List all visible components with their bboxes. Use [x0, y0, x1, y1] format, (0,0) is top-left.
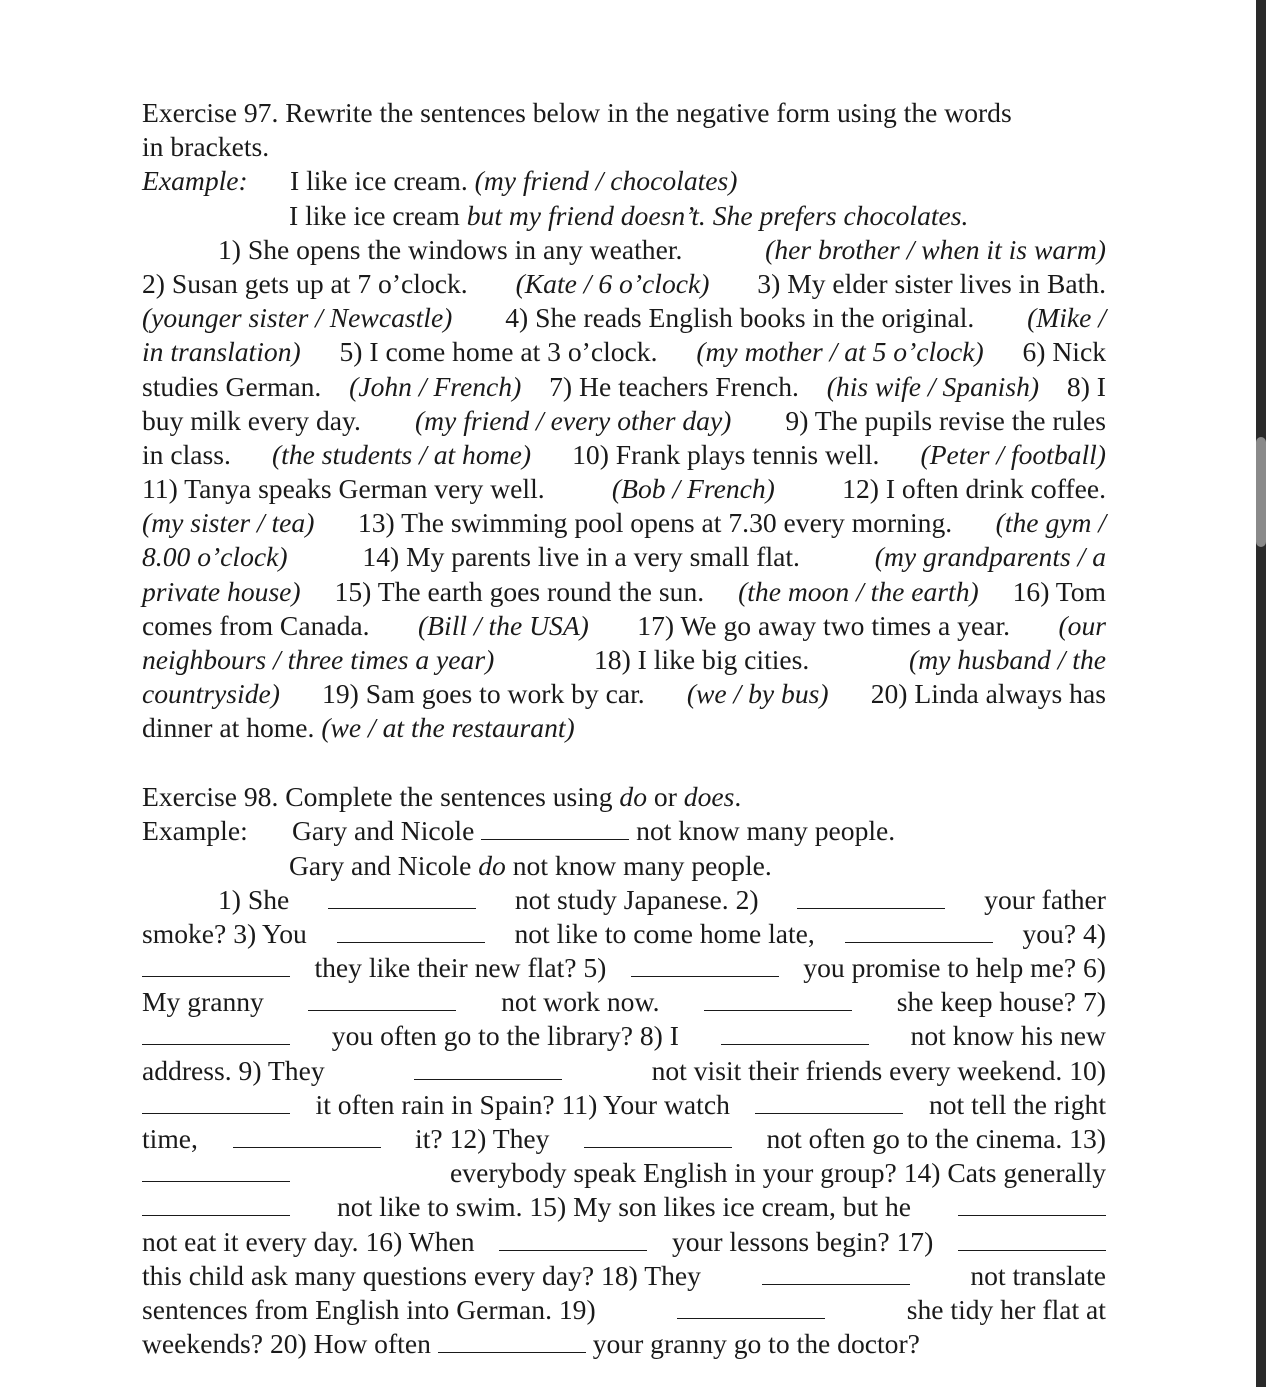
ex97-line: private house) 15) The earth goes round the sun. (the moon / the earth) 16) Tom: [142, 575, 1106, 607]
ex97-example-answer: I like ice cream but my friend doesn’t. She prefers chocolates.: [289, 199, 969, 231]
ex98-line: address. 9) They not visit their friends every weekend. 10): [142, 1054, 1106, 1086]
answer-blank[interactable]: [499, 1230, 647, 1251]
answer-blank[interactable]: [677, 1298, 825, 1319]
answer-blank[interactable]: [414, 1059, 562, 1080]
answer-blank[interactable]: [481, 819, 629, 840]
ex98-title: Exercise 98. Complete the sentences using do or does.: [142, 781, 742, 813]
ex98-example: Example: Gary and Nicole not know many people.: [142, 814, 1106, 848]
ex98-line: weekends? 20) How often your granny go to the doctor?: [142, 1328, 920, 1360]
answer-blank[interactable]: [328, 888, 476, 909]
ex97-line: (younger sister / Newcastle) 4) She reads English books in the original. (Mike /: [142, 302, 1106, 334]
answer-blank[interactable]: [704, 990, 852, 1011]
ex97-title-cont: in brackets.: [142, 131, 270, 163]
ex97-line: (my sister / tea) 13) The swimming pool opens at 7.30 every morning. (the gym /: [142, 507, 1106, 539]
ex98-example-answer: Gary and Nicole do not know many people.: [289, 849, 772, 881]
ex97-line: 11) Tanya speaks German very well. (Bob / French) 12) I often drink coffee.: [142, 473, 1106, 505]
answer-blank[interactable]: [233, 1127, 381, 1148]
answer-blank[interactable]: [584, 1127, 732, 1148]
answer-blank[interactable]: [755, 1093, 903, 1114]
answer-blank[interactable]: [142, 1024, 290, 1045]
example-label: Example:: [142, 815, 248, 847]
answer-blank[interactable]: [958, 1195, 1106, 1216]
answer-blank[interactable]: [308, 990, 456, 1011]
document-page: [142, 96, 1106, 1361]
answer-blank[interactable]: [337, 922, 485, 943]
answer-blank[interactable]: [631, 956, 779, 977]
answer-blank[interactable]: [438, 1332, 586, 1353]
answer-blank[interactable]: [142, 1161, 290, 1182]
ex97-line: 1) She opens the windows in any weather. (her brother / when it is warm): [218, 233, 1106, 265]
answer-blank[interactable]: [142, 956, 290, 977]
answer-blank[interactable]: [721, 1024, 869, 1045]
answer-blank[interactable]: [762, 1264, 910, 1285]
answer-blank[interactable]: [142, 1093, 290, 1114]
ex97-line: 2) Susan gets up at 7 o’clock. (Kate / 6 o’clock) 3) My elder sister lives in Bath.: [142, 267, 1106, 299]
ex98-line: they like their new flat? 5) you promise to help me? 6): [142, 951, 1106, 985]
ex97-example: Example: I like ice cream. (my friend / chocolates): [142, 164, 1106, 198]
ex98-line: this child ask many questions every day? 18) They not translate: [142, 1259, 1106, 1291]
ex97-line: comes from Canada. (Bill / the USA) 17) We go away two times a year. (our: [142, 609, 1106, 641]
ex98-line: you often go to the library? 8) I not know his new: [142, 1019, 1106, 1053]
ex98-line: My granny not work now. she keep house? 7): [142, 986, 1106, 1018]
answer-blank[interactable]: [845, 922, 993, 943]
ex97-line: countryside) 19) Sam goes to work by car. (we / by bus) 20) Linda always has: [142, 678, 1106, 710]
ex98-line: 1) She not study Japanese. 2) your father: [218, 883, 1106, 915]
ex98-line: it often rain in Spain? 11) Your watch not tell the right: [142, 1088, 1106, 1122]
scrollbar-thumb[interactable]: [1256, 437, 1266, 547]
ex97-line: dinner at home. (we / at the restaurant): [142, 712, 575, 744]
ex98-line: time, it? 12) They not often go to the cinema. 13): [142, 1123, 1106, 1155]
example-label: Example:: [142, 165, 248, 197]
ex98-line: everybody speak English in your group? 14) Cats generally: [142, 1156, 1106, 1190]
answer-blank[interactable]: [958, 1230, 1106, 1251]
ex97-line: 8.00 o’clock) 14) My parents live in a very small flat. (my grandparents / a: [142, 541, 1106, 573]
ex98-line: not like to swim. 15) My son likes ice cream, but he: [142, 1190, 1106, 1224]
answer-blank[interactable]: [797, 888, 945, 909]
ex97-line: neighbours / three times a year) 18) I like big cities. (my husband / the: [142, 644, 1106, 675]
ex98-line: smoke? 3) You not like to come home late, you? 4): [142, 917, 1106, 949]
scrollbar-track[interactable]: [1256, 0, 1266, 1387]
ex97-line: in class. (the students / at home) 10) Frank plays tennis well. (Peter / football): [142, 438, 1106, 470]
ex98-line: sentences from English into German. 19) she tidy her flat at: [142, 1293, 1106, 1325]
answer-blank[interactable]: [142, 1195, 290, 1216]
ex97-line: studies German. (John / French) 7) He teachers French. (his wife / Spanish) 8) I: [142, 370, 1106, 402]
ex97-line: buy milk every day. (my friend / every other day) 9) The pupils revise the rules: [142, 404, 1106, 436]
ex97-title: Exercise 97. Rewrite the sentences below in the negative form using the words: [142, 97, 1012, 128]
ex98-line: not eat it every day. 16) When your lessons begin? 17): [142, 1225, 1106, 1259]
section-gap: [142, 746, 1106, 781]
ex97-line: in translation) 5) I come home at 3 o’clock. (my mother / at 5 o’clock) 6) Nick: [142, 336, 1106, 368]
